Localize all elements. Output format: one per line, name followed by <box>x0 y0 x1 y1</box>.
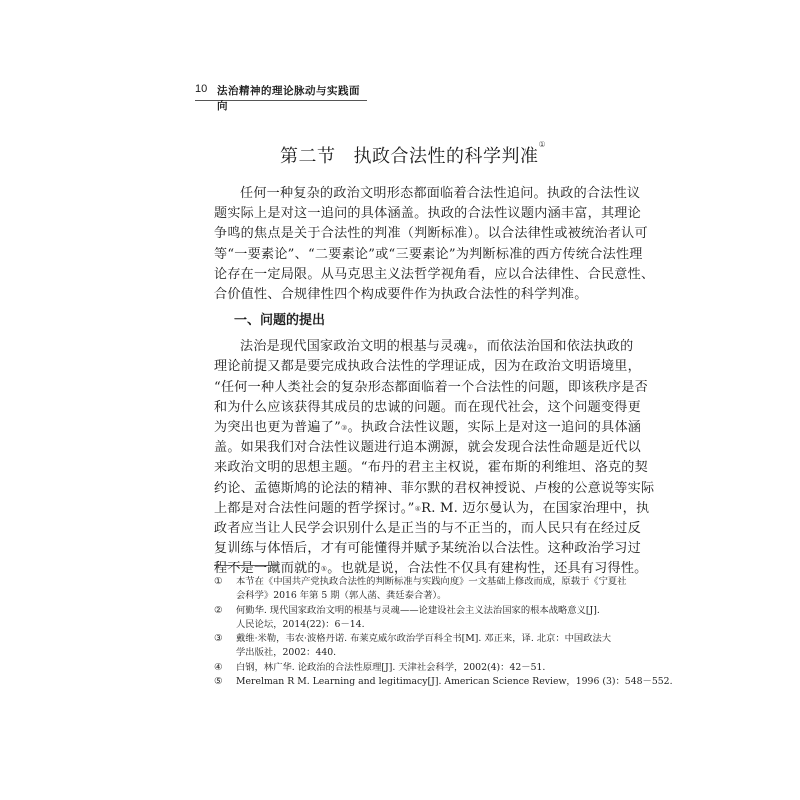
text-line: 来政治文明的思想主题。“布丹的君主主权说，霍布斯的利维坦、洛克的契 <box>214 460 648 476</box>
section-title-text: 执政合法性的科学判准 <box>353 146 539 167</box>
page-number: 10 <box>195 83 208 95</box>
text-line: 盖。如果我们对合法性议题进行追本溯源，就会发现合法性命题是近代以 <box>214 440 641 456</box>
footnote-2 <box>214 604 600 633</box>
section-title <box>280 142 546 168</box>
footnote-divider <box>214 565 278 566</box>
footnote-ref[interactable]: ⑤ <box>320 565 328 574</box>
text-line <box>214 337 634 357</box>
footnote-mark: ② <box>214 604 223 616</box>
footnote-text: 何勤华. 现代国家政治文明的根基与灵魂——论建设社会主义法治国家的根本战略意义[J]. <box>236 604 600 616</box>
footnote-ref[interactable]: ③ <box>341 424 348 433</box>
footnote-ref[interactable]: ② <box>466 343 474 352</box>
footnote-text: 戴维·米勒，韦农·波格丹诺. 布莱克威尔政治学百科全书[M]. 邓正来，译. 北京：中国政法大 <box>236 633 612 645</box>
footnote-5 <box>214 675 673 689</box>
text-line: 争鸣的焦点是关于合法性的判准（判断标准）。以合法律性或被统治者认可 <box>214 226 648 242</box>
footnote-mark: ⑤ <box>214 676 223 688</box>
text-line <box>214 418 642 438</box>
text-line: 约论、孟德斯鸠的论法的精神、菲尔默的君权神授说、卢梭的公意说等实际 <box>214 480 655 496</box>
footnote-mark: ④ <box>214 661 223 673</box>
running-title: 法治精神的理论脉动与实践面向 <box>217 85 360 112</box>
footnote-text: Merelman R M. Learning and legitimacy[J]. American Science Review，1996 (3)：548－552. <box>236 676 673 688</box>
footnote-text: 会科学》2016 年第 5 期（郭人菡、龚廷泰合著）。 <box>236 590 447 602</box>
text-line: 论存在一定局限。从马克思主义法哲学视角看，应以合法律性、合民意性、 <box>214 266 655 282</box>
subsection-heading: 一、问题的提出 <box>234 313 326 329</box>
body-text <box>214 184 655 580</box>
text-line: 和为什么应该获得其成员的忠诚的问题。而在现代社会，这个问题变得更 <box>214 399 641 415</box>
footnotes <box>214 575 673 689</box>
line-text: 上都是对合法性问题的哲学探讨。” <box>214 500 415 516</box>
line-text: 。执政合法性议题，实际上是对这一追问的具体涵 <box>347 420 642 436</box>
line-text: ，而依法治国和依法执政的 <box>473 339 634 355</box>
text-line: 复训练与体悟后，才有可能懂得并赋予某统治以合法性。这种政治学习过 <box>214 541 641 557</box>
text-line: 理论前提又都是要完成执政合法性的学理证成，因为在政治文明语境里， <box>214 359 641 375</box>
footnote-4 <box>214 661 594 675</box>
text-line <box>214 499 650 519</box>
footnote-3 <box>214 632 612 661</box>
line-text: 。也就是说，合法性不仅具有建构性，还具有习得性。 <box>327 561 648 577</box>
intro-paragraph <box>214 184 655 305</box>
text-line: 题实际上是对这一追问的具体涵盖。执政的合法性议题内涵丰富，其理论 <box>214 206 641 222</box>
text-line: “任何一种人类社会的复杂形态都面临着一个合法性的问题，即该秩序是否 <box>214 379 648 395</box>
footnote-1 <box>214 575 627 604</box>
footnote-text: 白钢，林广华. 论政治的合法性原理[J]. 天津社会科学，2002(4)：42－51. <box>236 661 546 673</box>
footnote-ref[interactable]: ① <box>538 140 547 149</box>
running-header <box>195 80 367 112</box>
text-line: 政者应当让人民学会识别什么是正当的与不正当的，而人民只有在经过反 <box>214 521 641 537</box>
section-number: 第二节 <box>280 146 336 167</box>
footnote-text: 学出版社，2002：440. <box>236 647 337 659</box>
line-text: 法治是现代国家政治文明的根基与灵魂 <box>240 339 467 355</box>
text-line: 任何一种复杂的政治文明形态都面临着合法性追问。执政的合法性议 <box>240 186 641 201</box>
main-paragraph <box>214 337 655 579</box>
footnote-mark: ③ <box>214 633 223 645</box>
footnote-ref[interactable]: ④ <box>414 504 422 513</box>
line-text: 为突出也更为普遍了” <box>214 420 342 436</box>
footnote-mark: ① <box>214 576 223 587</box>
line-text: R. M. 迈尔曼认为，在国家治理中，执 <box>421 500 650 516</box>
footnote-text: 人民论坛，2014(22)：6－14. <box>236 618 365 630</box>
text-line: 合价值性、合规律性四个构成要件作为执政合法性的科学判准。 <box>214 287 588 303</box>
text-line: 等“一要素论”、“二要素论”或“三要素论”为判断标准的西方传统合法性理 <box>214 246 643 262</box>
line-text: 程不是一蹴而就的 <box>214 561 321 577</box>
footnote-text: 本节在《中国共产党执政合法性的判断标准与实践向度》一文基础上修改而成，原载于《宁夏社 <box>236 576 627 587</box>
